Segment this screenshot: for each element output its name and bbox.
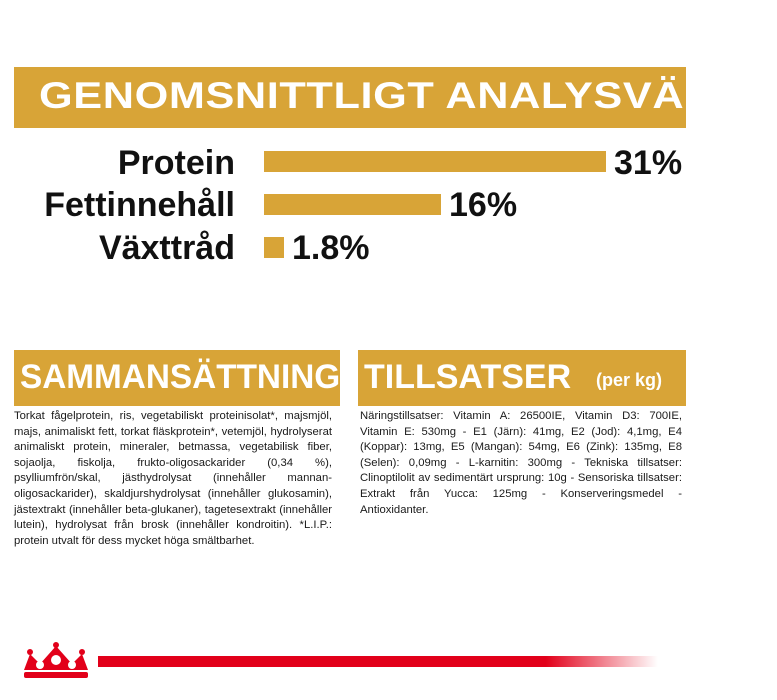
protein-bar <box>264 151 606 172</box>
analysis-title: GENOMSNITTLIGT ANALYSVÄRDE <box>39 75 777 116</box>
crown-logo-icon <box>16 640 96 682</box>
composition-title: SAMMANSÄTTNING <box>20 358 341 396</box>
additives-text: Näringstillsatser: Vitamin A: 26500IE, Vitamin D3: 700IE, Vitamin E: 530mg - E1 (Järn): 41mg, E2 (Jod): 4,1mg, E4 (Koppar): 13mg, E5 (Mangan): 54mg, E6 (Zink): 135mg, E8 (Selen): 0,09mg - L-karnitin: 300mg - Tekniska tillsatser: Clinoptilolit av sedimentärt ursprung: 10g - Sensoriska tillsatser: Extrakt från Yucca: 125mg - Konserveringsmedel - Antioxidanter. <box>360 410 682 516</box>
additives-title: TILLSATSER <box>364 358 572 396</box>
analysis-banner <box>14 67 777 128</box>
fiber-value: 1.8% <box>292 229 370 267</box>
additives-banner <box>358 350 686 406</box>
fiber-bar <box>264 237 284 258</box>
composition-banner <box>14 350 340 406</box>
fat-label: Fettinnehåll <box>44 186 235 224</box>
protein-label: Protein <box>117 144 235 182</box>
brand-red-line <box>98 656 658 667</box>
fat-bar <box>264 194 441 215</box>
additives-unit: (per kg) <box>596 370 663 390</box>
protein-value: 31% <box>614 144 683 182</box>
fiber-label: Växttråd <box>98 229 235 267</box>
composition-text: Torkat fågelprotein, ris, vegetabiliskt proteinisolat*, majsmjöl, majs, animaliskt fett, torkat fläskprotein*, vetemjöl, hydrolyserat animaliskt protein, mineraler, betmassa, vegetabilisk fiber, sojaolja, fiskolja, frukto-oligosackarider (0,34 %), psylliumfrön/skal, jästhydrolysat (innehåller mannan-oligosackarider), skaldjurshydrolysat (innehåller glukosamin), jästextrakt (innehåller beta-glukaner), tagetesextrakt (innehåller lutein), hydrolysat från brosk (innehåller kondroitin). *L.I.P.: protein utvalt för dess mycket höga smältbarhet. <box>14 410 332 547</box>
fat-value: 16% <box>449 186 518 224</box>
